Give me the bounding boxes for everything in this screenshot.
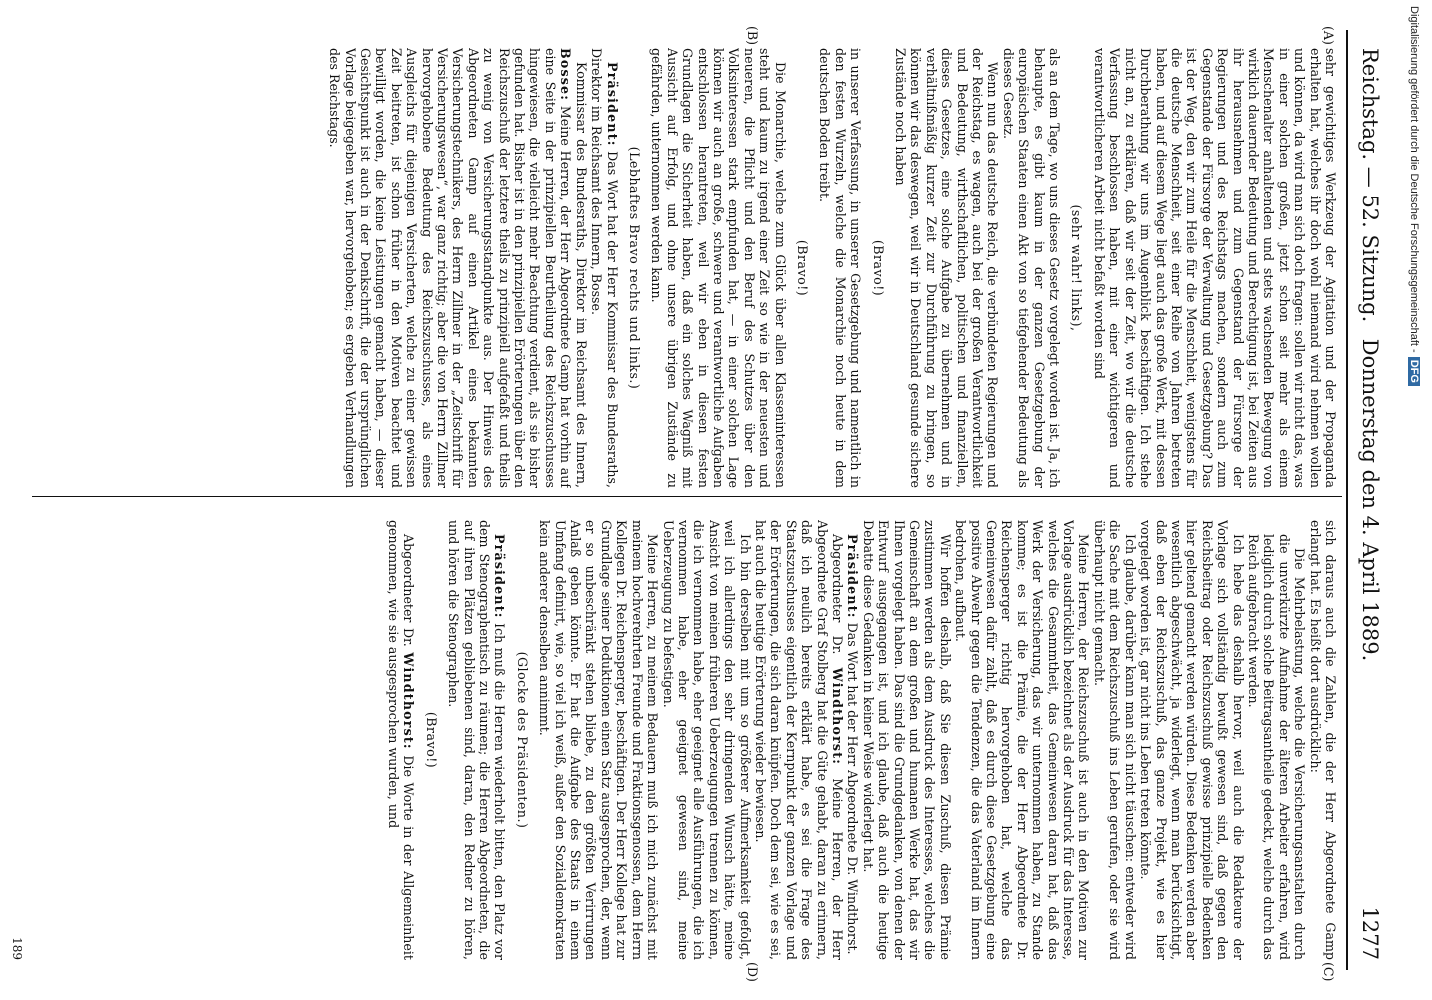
speaker-title: Kommissar des Bundesraths, Direktor im Reichsamt des Innern, <box>573 62 589 488</box>
interjection: (Bravo!) <box>795 239 810 297</box>
paragraph: Meine Herren, zu meinem Bedauern muß ich mich zunächst mit meinem hochverehrten Freunde und Fraktionsgenossen, dem Herrn Kollegen Dr. Reichensperger, beschäftigen. Der Herr Kollege hat zur Grundlage seiner Deduktionen einen Satz ausgesprochen, der, wenn er so unbeschränkt stehen bliebe, zu den größten Verirrungen Anlaß geben könnte. Er hat die Aufgabe des Staats in einem Umfang definirt, wie, so viel ich weiß, außer den Sozialdemokraten kein anderer denselben annimmt. <box>537 520 661 960</box>
speech-windthorst <box>386 520 417 960</box>
speaker-name: Windthorst: <box>401 652 417 750</box>
interjection: (sehr wahr! links), <box>1069 204 1085 332</box>
right-column <box>40 520 1338 960</box>
speech-president <box>446 520 508 960</box>
paragraph: Ich hebe das deshalb hervor, weil auch die Redakteure der Vorlage sich vollständig bewußt gewesen sind, daß gegen den Reichsbeitrag oder Reichszuschuß gewisse prinzipielle Bedenken hier geltend gemacht werden würden. Diese Bedenken werden aber wesentlich abgeschwächt, ja widerlegt, wenn man berücksichtigt, daß eben der Reichszuschuß, das ganze Projekt, wie es hier vorgelegt worden ist, gar nicht ins Leben treten könnte. <box>1138 520 1246 960</box>
left-column <box>40 48 1338 488</box>
interjection: (Glocke des Präsidenten.) <box>514 651 530 829</box>
interjection: (Bravo!) <box>870 239 886 297</box>
marker-b: (B) <box>745 26 760 46</box>
speech-president <box>589 48 620 488</box>
dfg-logo: DFG <box>1408 357 1420 386</box>
paragraph: als an dem Tage, wo uns dieses Gesetz vorgelegt worden ist. Ja, ich behaupte, es gibt kaum in der ganzen Gesetzgebung der europäischen Staaten einen Akt von so tiefgehender Bedeutung als dieses Gesetz. <box>1000 48 1063 488</box>
speaker-name: Präsident: <box>604 62 620 147</box>
paragraph: Meine Herren, der Reichszuschuß ist auch in den Motiven zur Vorlage ausdrücklich bezeichnet als der Ausdruck für das Interesse, welches die Gesammtheit, das Gemeinwesen daran hat, daß das Werk der Versicherung, das wir unternommen haben, zu Stande komme; es ist die Prämie, die der Herr Abgeordnete Dr. Reichensperger richtig hervorgehoben hat, welche das Gemeinwesen dafür zahlt, daß es durch diese Gesetzgebung eine positive Abwehr gegen die Tendenzen, die das Vaterland im Innern bedrohen, aufbaut. <box>953 520 1092 960</box>
speaker-title: Abgeordneter Dr. <box>830 534 845 655</box>
header-date: Donnerstag den 4. April 1889. <box>1358 338 1382 662</box>
speech-text: Ich muß die Herren wiederholt bitten, den Platz vor dem Stenographentisch zu räumen; die Herren Abgeordneten, die auf ihren Plätzen gebliebenen sind, daran, den Redner zu hören, und hören die Stenographen. <box>446 520 508 960</box>
interjection: (Lebhaftes Bravo rechts und links.) <box>626 146 642 390</box>
speaker-name: Windthorst: <box>830 667 845 766</box>
speech-text: Meine Herren, der Herr Abgeordnete Graf Stolberg hat die Güte gehabt, daran zu erinnern, daß ich neulich bereits erklärt habe, es sei die Frage des Staatszuschusses eigentlich der Kernpunkt der ganzen Vorlage und der Erörterungen, die sich daran knüpfen. Doch dem sei, wie es sei, hat auch die heutige Erörterung wieder bewiesen. <box>752 520 845 960</box>
paragraph: sehr gewichtiges Werkzeug der Agitation und der Propaganda erhalten hat, welches ihr doch wohl niemand wird nehmen wollen und können, da wird man sich doch fragen: sollen wir nicht das, was in einer solchen großen, jetzt schon seit mehr als einem Menschenalter anhaltenden und stets wachsenden Bewegung von wirklich dauernder Bedeutung und Berechtigung ist, bei Zeiten aus ihr herausnehmen und zum Gegenstand der Fürsorge der Regierungen und des Reichstags machen, sondern auch zum Gegenstande der Fürsorge der Verwaltung und Gesetzgebung? Das ist der Weg, den wir zum Heile für die Menschheit, wenigstens für die deutsche Menschheit, seit einer Reihe von Jahren betreten haben, und auf diesem Wege liegt auch das große Werk, mit dessen Durchberathung wir uns im Augenblick beschäftigen. Ich stehe nicht an, zu erklären, daß wir seit der Zeit, wo wir die deutsche Verfassung beschlossen haben, mit einer wichtigeren und verantwortlicheren Arbeit nicht befaßt worden sind <box>1091 48 1338 488</box>
speech-bosse <box>327 48 589 488</box>
paragraph: in unserer Verfassung, in unserer Gesetzgebung und namentlich in den festen Wurzeln, welche die Monarchie noch heute in dem deutschen Boden treibt. <box>817 48 864 488</box>
speaker-title: Abgeordneter Dr. <box>401 534 417 647</box>
marker-c: (C) <box>1321 962 1336 982</box>
speech-president <box>845 520 860 960</box>
paragraph: Die Monarchie, welche zum Glück über allen Klasseninteressen steht und kaum zu irgend einer Zeit so wie in der neuesten und neueren, die Pflicht und den Beruf des Schutzes über den Volksinteressen stark empfunden hat, — in einer solchen Lage können wir auch an große, schwere und verantwortliche Aufgaben entschlossen herantreten, weil wir eben in diesen festen Grundlagen die Sicherheit haben, daß ein solches Wagniß mit Aussicht auf Erfolg, und ohne unsere übrigen Zustände zu gefährden, unternommen werden kann. <box>649 48 788 488</box>
marker-d: (D) <box>745 962 760 982</box>
quotation: Die Mehrbelastung, welche die Versicherungsanstalten durch die unverkürzte Aufnahme der älteren Arbeiter erfahren, wird lediglich durch solche Beitragsantheile gedeckt, welche durch das Reich aufgebracht werden. <box>1245 534 1308 960</box>
interjection: (Bravo!) <box>423 711 439 769</box>
paragraph: Wir hoffen deshalb, daß Sie diesen Zuschuß, diesen Prämie zustimmen werden als dem Ausdruck des Interesses, welches die Gemeinschaft an dem großen und humanen Werke hat, das wir Ihnen vorgelegt haben. Das sind die Grundgedanken, von denen der Entwurf ausgegangen ist, und ich glaube, daß auch die heutige Debatte diese Gedanken in keiner Weise widerlegt hat. <box>860 520 953 960</box>
column-divider <box>32 496 1342 497</box>
speech-text: Das Wort hat der Herr Kommissar des Bundesraths, Direktor im Reichsamt des Innern, Bosse. <box>589 48 620 488</box>
signature-mark: 189 <box>10 937 24 960</box>
paragraph: Ich bin derselben mit um so größerer Aufmerksamkeit gefolgt, weil ich allerdings den sehr dringenden Wunsch hätte, meine Ansicht von meinen früheren Ueberzeugungen trennen zu können, die ich vernommen habe, eher geeignet alle Ausführungen, die ich vernommen habe, eher geeignet gewesen sind, meine Ueberzeugung zu befestigen. <box>660 520 753 960</box>
header-session: Reichstag. — 52. Sitzung. <box>1358 48 1382 323</box>
speech-text: Die Worte in der Allgemeinheit genommen, wie sie ausgesprochen wurden, und <box>386 520 417 960</box>
speaker-name: Präsident: <box>492 534 508 619</box>
header-rule <box>1346 30 1348 970</box>
paragraph: Wenn nun das deutsche Reich, die verbündeten Regierungen und der Reichstag, es wagen, auch bei der großen Verantwortlichkeit und Bedeutung, wirthschaftlichen, politischen und finanziellen, dieses Gesetzes, eine solche Aufgabe zu übernehmen und in verhältnißmäßig kurzer Zeit zur Durchführung zu bringen, so können wir das deswegen, weil wir in Deutschland gesunde sichere Zustände noch haben <box>893 48 1001 488</box>
page-header <box>1348 30 1382 970</box>
speech-text: Meine Herren, der Herr Abgeordnete Gamp hat vorhin auf eine Seite in der prinzipiellen Beurtheilung des Reichszuschusses hingewiesen, die vielleicht mehr Beachtung verdient, als sie bisher gefunden hat. Bisher ist in den prinzipiellen Erörterungen über den Reichszuschuß der letztere theils zu prinzipiell aufgefaßt und theils zu wenig von Versicherungsstandpunkte aus. Der Hinweis des Abgeordneten Gamp auf einen Artikel eines bekannten Versicherungstechnikers, des Herrn Zillmer in der „Zeitschrift für Versicherungswesen“, war ganz richtig; aber die von Herrn Zillmer hervorgehobene Bedeutung des Reichszuschusses, als eines Ausgleichs für diejenigen Versicherten, welche zu einer gewissen Zeit beitreten, ist schon früher in den Motiven beachtet und bewilligt worden, die keine Leistungen gemacht haben, — dieser Gesichtspunkt ist auch in der Denkschrift, die der ursprünglichen Vorlage beigegeben war, hervorgehoben; es ergeben Verhandlungen des Reichstags. <box>327 48 574 488</box>
credit-text: Digitalisierung gefördert durch die Deutsche Forschungsgemeinschaft - <box>1408 6 1420 353</box>
marker-a: (A) <box>1321 26 1336 45</box>
paragraph: sich daraus auch die Zahlen, die der Herr Abgeordnete Gamp erlangt hat. Es heißt dort ausdrücklich: <box>1307 520 1338 960</box>
speech-windthorst <box>753 520 845 960</box>
paragraph: Ich glaube, darüber kann man sich nicht täuschen: entweder wird die Sache mit dem Reichszuschuß ins Leben gerufen, oder sie wird überhaupt nicht gemacht. <box>1091 520 1138 960</box>
speaker-name: Bosse: <box>558 48 574 102</box>
speaker-name: Präsident: <box>845 534 861 619</box>
digitization-credit <box>1408 6 1420 386</box>
page-number: 1277 <box>1358 906 1382 960</box>
speech-text: Das Wort hat der Herr Abgeordnete Dr. Windthorst. <box>845 622 861 955</box>
